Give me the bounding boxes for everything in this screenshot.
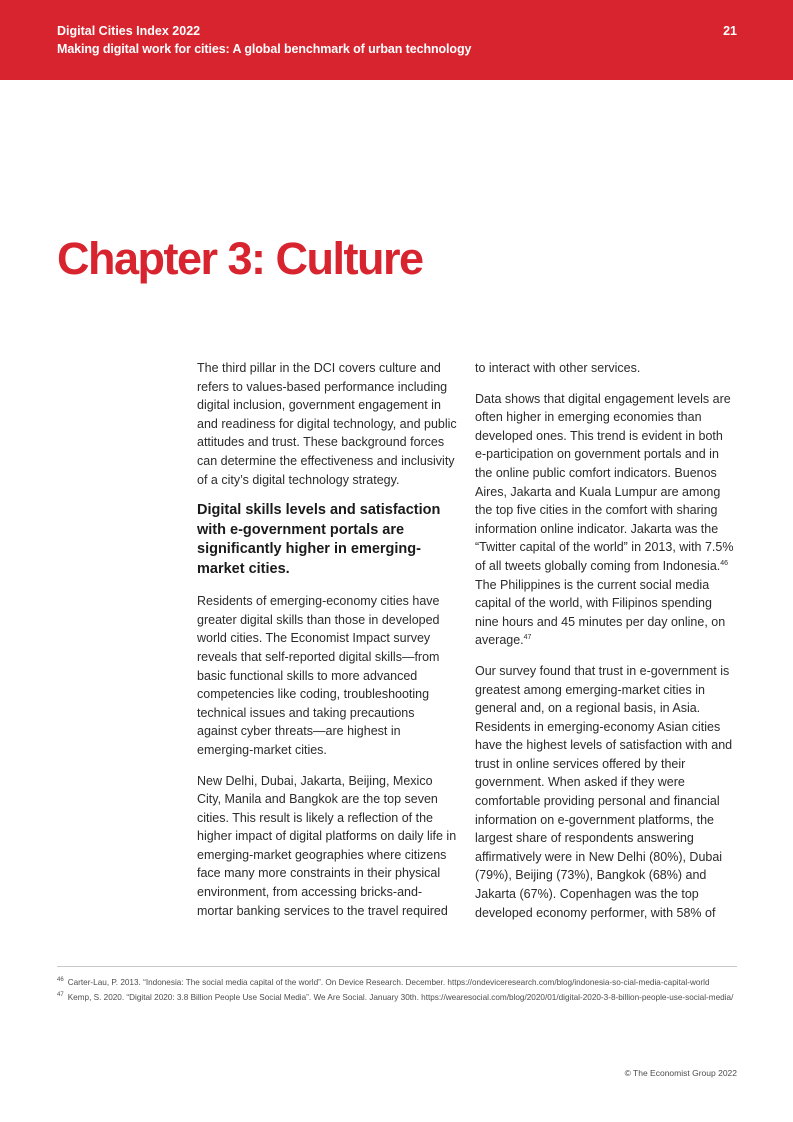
page-header [0,0,793,80]
right-column [475,359,735,934]
body-paragraph: Residents of emerging-economy cities have greater digital skills than those in developed world cities. The Economist Impact survey reveals that self-reported digital skills—from basic functional skills to more advanced competencies like coding, troubleshooting technical issues and taking precautions against cyber threats—are highest in emerging-market cities. [197,594,440,757]
footnote [57,976,737,990]
paragraph-text: Data shows that digital engagement levels are often higher in emerging economies than developed ones. This trend is evident in both e-participation on government portals and in the online public comfort indicators. Buenos Aires, Jakarta and Kuala Lumpur are among the top five cities in the comfort with sharing information online indicator. Jakarta was the “Twitter capital of the world” in 2013, with 7.5% of all tweets globally coming from Indonesia. [475,391,734,573]
body-paragraph [475,390,735,650]
footnote-ref-47[interactable]: 47 [523,634,532,642]
footnote [57,991,737,1005]
footnote-ref-46[interactable]: 46 [720,559,729,567]
footnotes [57,976,737,1006]
paragraph-text: The Philippines is the current social media capital of the world, with Filipinos spending nine hours and 45 minutes per day online, on average. [475,577,726,648]
footnote-number: 47 [57,992,64,999]
footnote-text: Kemp, S. 2020. “Digital 2020: 3.8 Billion People Use Social Media”. We Are Social. January 30th. https://wearesocial.com/blog/2020/01/digital-2020-3-8-billion-people-use-social-media/ [67,993,734,1002]
continuation-paragraph: to interact with other services. [475,361,641,375]
report-title: Digital Cities Index 2022 [57,24,201,38]
body-paragraph: New Delhi, Dubai, Jakarta, Beijing, Mexico City, Manila and Bangkok are the top seven cities. This result is likely a reflection of the higher impact of digital platforms on daily life in emerging-market geographies where citizens face many more constraints in their physical environment, from accessing bricks-and-mortar banking services to the travel required [197,773,457,918]
section-heading: Digital skills levels and satisfaction with e-government portals are significantly higher in emerging-market cities. [197,502,441,577]
left-column [197,359,457,932]
footnote-number: 46 [57,977,64,984]
page-number: 21 [723,24,737,38]
footnote-text: Carter-Lau, P. 2013. “Indonesia: The social media capital of the world”. On Device Research. December. https://ondeviceresearch.com/blog/indonesia-so-cial-media-capital-world [67,978,710,987]
footnote-divider [57,966,737,967]
body-paragraph: Our survey found that trust in e-government is greatest among emerging-market cities in general and, on a regional basis, in Asia. Residents in emerging-economy Asian cities have the highest levels of satisfaction with and trust in online services offered by their government. When asked if they were comfortable providing personal and financial information on e-government platforms, the largest share of respondents answering affirmatively were in New Delhi (80%), Dubai (79%), Beijing (73%), Bangkok (68%) and Jakarta (67%). Copenhagen was the top developed economy performer, with 58% of [475,663,733,920]
intro-paragraph: The third pillar in the DCI covers culture and refers to values-based performance including digital inclusion, government engagement in and readiness for digital technology, and public attitudes and trust. These background forces can determine the effectiveness and inclusivity of a city’s digital technology strategy. [197,361,457,487]
chapter-title: Chapter 3: Culture [57,233,423,284]
copyright: © The Economist Group 2022 [624,1068,737,1078]
report-subtitle: Making digital work for cities: A global benchmark of urban technology [57,42,472,56]
